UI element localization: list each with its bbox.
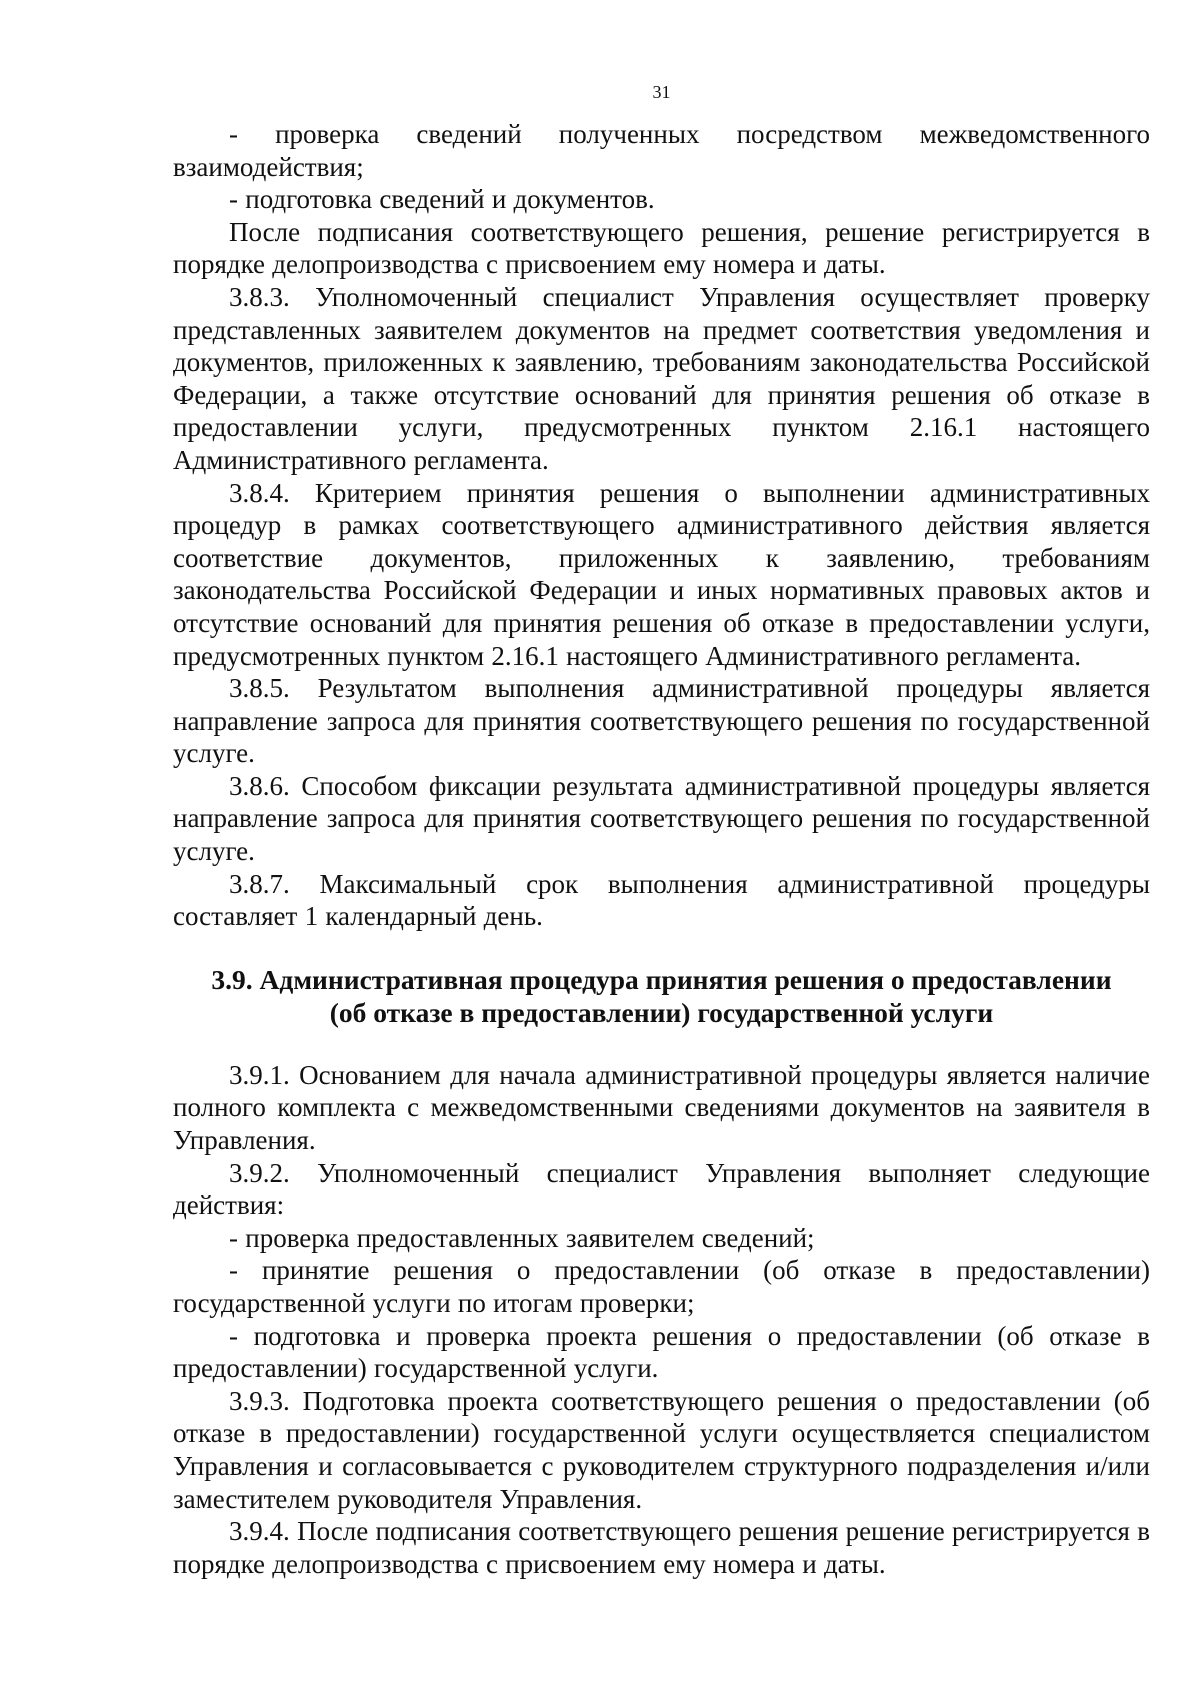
page-number: 31	[652, 82, 671, 102]
paragraph-interagency-check: - проверка сведений полученных посредством межведомственного взаимодействия;	[173, 119, 1150, 182]
paragraph-3-9-4: 3.9.4. После подписания соответствующего решения решение регистрируется в порядке делопроизводства с присвоением ему номера и даты.	[173, 1516, 1150, 1579]
section-heading-line-1: 3.9. Административная процедура принятия решения о предоставлении	[211, 963, 1112, 995]
section-heading-line-2: (об отказе в предоставлении) государственной услуги	[329, 996, 994, 1028]
paragraph-3-9-3: 3.9.3. Подготовка проекта соответствующего решения о предоставлении (об отказе в предоставлении) государственной услуги осуществляется специалистом Управления и согласовывается с руководителем структурного подразделения и/или заместителем руководителя Управления.	[173, 1385, 1150, 1514]
paragraph-decision: - принятие решения о предоставлении (об отказе в предоставлении) государственной услуги по итогам проверки;	[173, 1255, 1150, 1318]
paragraph-3-8-7: 3.8.7. Максимальный срок выполнения административной процедуры составляет 1 календарный день.	[173, 868, 1150, 932]
section-heading-3-9	[173, 963, 1150, 1029]
paragraph-3-9-1: 3.9.1. Основанием для начала административной процедуры является наличие полного комплекта с межведомственными сведениями документов на заявителя в Управления.	[173, 1059, 1150, 1156]
paragraph-after-signing: После подписания соответствующего решения, решение регистрируется в порядке делопроизводства с присвоением ему номера и даты.	[173, 216, 1150, 280]
paragraph-3-8-6: 3.8.6. Способом фиксации результата административной процедуры является направление запроса для принятия соответствующего решения по государственной услуге.	[173, 770, 1150, 867]
paragraph-3-8-5: 3.8.5. Результатом выполнения административной процедуры является направление запроса для принятия соответствующего решения по государственной услуге.	[173, 673, 1150, 769]
paragraph-3-8-3: 3.8.3. Уполномоченный специалист Управления осуществляет проверку представленных заявителем документов на предмет соответствия уведомления и документов, приложенных к заявлению, требованиям законодательства Российской Федерации, а также отсутствие оснований для принятия решения об отказе в предоставлении услуги, предусмотренных пунктом 2.16.1 настоящего Административного регламента.	[173, 281, 1150, 475]
document-page	[173, 70, 1150, 1580]
paragraph-prepare-documents: - подготовка сведений и документов.	[229, 184, 655, 215]
paragraph-3-9-2: 3.9.2. Уполномоченный специалист Управления выполняет следующие действия:	[173, 1157, 1150, 1221]
paragraph-draft-check: - подготовка и проверка проекта решения о предоставлении (об отказе в предоставлении) государственной услуги.	[173, 1320, 1150, 1384]
paragraph-3-8-4: 3.8.4. Критерием принятия решения о выполнении административных процедур в рамках соответствующего административного действия является соответствие документов, приложенных к заявлению, требованиям законодательства Российской Федерации и иных нормативных правовых актов и отсутствие оснований для принятия решения об отказе в предоставлении услуги, предусмотренных пунктом 2.16.1 настоящего Административного регламента.	[173, 477, 1150, 671]
paragraph-check-info: - проверка предоставленных заявителем сведений;	[229, 1222, 815, 1253]
